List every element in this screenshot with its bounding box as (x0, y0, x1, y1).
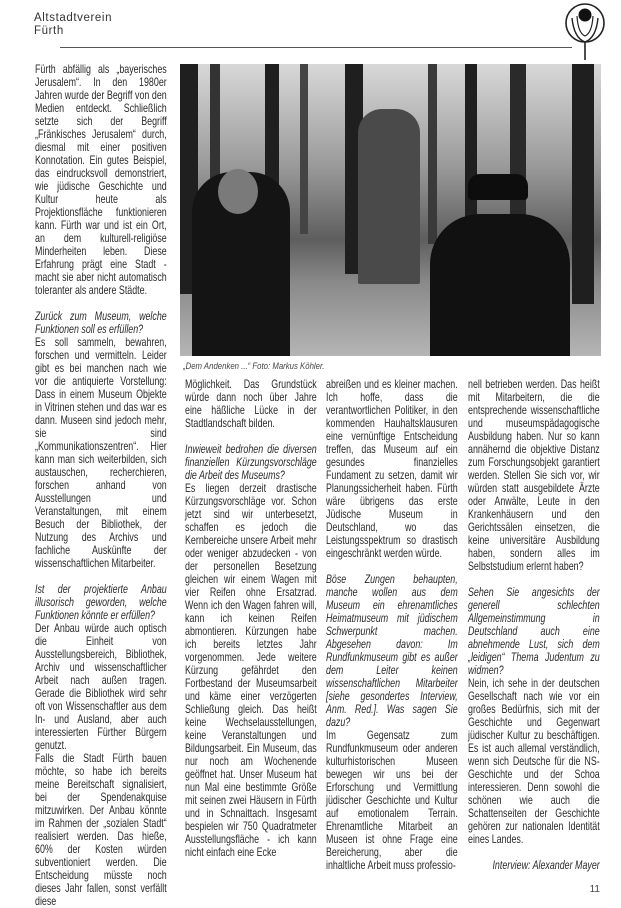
person-left-head (218, 169, 258, 214)
altstadtverein-logo-icon (562, 2, 608, 62)
tree-trunk (428, 64, 437, 244)
interview-question: Ist der projektierte Anbau illusorisch geworden, welche Funktionen könnte er erfüllen? (35, 582, 167, 622)
publisher-line-1: Altstadtverein (34, 12, 113, 24)
interview-question: Zurück zum Museum, welche Funktionen soll es erfüllen? (35, 309, 167, 336)
tree-trunk (300, 64, 308, 234)
answer-paragraph: Möglichkeit. Das Grundstück würde dann noch über Jahre eine häßliche Lücke in der Stadtlandschaft bilden. (185, 377, 317, 430)
tree-trunk (572, 64, 594, 304)
answer-paragraph: Es soll sammeln, bewahren, forschen und vermitteln. Leider gibt es bei manchen nach wie vor die antiquierte Vorstellung: Dass in einem Museum Objekte in Vitrinen stehen und das war es dann. Museen sind jedoch mehr, sie sind „Kommunikationszentren“. Hier kann man sich weiterbilden, sich austauschen, recherchieren, forschen anhand von Ausstellungen und Veranstaltungen, mit einem Besuch der Bibliothek, der Nutzung des Archivs und fachliche Auskünfte der wissenschaftlichen Mitarbeiter. (35, 335, 167, 570)
person-right-hat (468, 174, 528, 200)
answer-paragraph: Es liegen derzeit drastische Kürzungsvorschläge vor. Schon jetzt sind wir unterbesetzt, schaffen es jedoch die Kernbereiche unsere Arbeit mehr oder weniger abzudecken - von der personellen Besetzung gleichen wir einem Wagen mit vier Reifen ohne Ersatzrad. Wenn ich den Wagen fahren will, kann ich keinen Reifen abmontieren. Kürzungen habe ich bereits letztes Jahr vorgenommen. Jede weitere Kürzung gefährdet den Fortbestand der Museumsarbeit und käme einer verzögerten Schließung gleich. Das heißt keine Wechselausstellungen, keine Veranstaltungen und Bildungsarbeit. Ein Museum, das nur noch am Wochenende geöffnet hat. Unser Museum hat nun Mal eine bestimmte Größe mit seinen zwei Häusern in Fürth und in Schnaittach. Insgesamt bespielen wir 750 Quadratmeter Ausstellungsfläche - ich kann nicht einfach eine Ecke (185, 481, 317, 859)
publisher-line-2: Fürth (34, 25, 64, 37)
answer-paragraph: Nein, ich sehe in der deutschen Gesellschaft nach wie vor ein großes Bedürfnis, sich mit der Geschichte und Gegenwart jüdischer Kultur zu beschäftigen. Es ist auch allemal verständlich, wenn sich Deutsche für die NS-Geschichte und der Schoa interessieren. Denn sowohl die schönen wie auch die Schattenseiten der Geschichte gehören zur nationalen Identität eines Landes. (468, 676, 600, 846)
article-column-4 (468, 378, 600, 872)
article-column-2 (185, 378, 317, 859)
article-column-1 (35, 63, 167, 908)
person-right (430, 214, 570, 356)
answer-paragraph: Falls die Stadt Fürth bauen möchte, so habe ich bereits meine Bereitschaft signalisiert, bei der Spendenakquise mitzuwirken. Der Anbau könnte im Rahmen der „sozialen Stadt“ realisiert werden. Das hieße, 60% der Kosten würden subventioniert werden. Die Entscheidung müsste noch dieses Jahr fallen, sonst verfällt diese (35, 751, 167, 908)
answer-paragraph: abreißen und es kleiner machen. Ich hoffe, dass die verantwortlichen Politiker, in den kommenden Hauhaltsklausuren eine vernünftige Entscheidung treffen, das Museum auf ein gesundes finanzielles Fundament zu setzen, damit wir Planungssicherheit haben. Fürth wäre übrigens das erste Jüdische Museum in Deutschland, wo das Leistungsspektrum so drastisch eingeschränkt werden würde. (326, 377, 458, 560)
interview-question: Böse Zungen behaupten, manche wollen aus dem Museum ein ehrenamtliches Heimatmuseum mit jüdischem Schwerpunkt machen. Abgesehen davon: Im Rundfunkmuseum gibt es außer dem Leiter keinen wissenschaftlichen Mitarbeiter [siehe gesondertes Interview, Anm. Red.]. Was sagen Sie dazu? (326, 572, 458, 729)
page-number: 11 (589, 884, 600, 895)
cemetery-photo (180, 64, 601, 356)
answer-paragraph: nell betrieben werden. Das heißt mit Mitarbeitern, die die entsprechende wissenschaftliche und museumspädagogische Ausbildung haben. Nur so kann annähernd die objektive Distanz zum Forschungsobjekt garantiert werden. Stellen Sie sich vor, wir würden statt ausgebildete Ärzte oder Anwälte, Leute in den Krankenhäusern und den Gerichtssälen einsetzen, die keine universitäre Ausbildung haben, sondern alles im Selbststudium erlernt haben? (468, 377, 600, 573)
photo-caption: „Dem Andenken ...“ Foto: Markus Köhler. (183, 361, 325, 372)
answer-paragraph: Fürth abfällig als „bayerisches Jerusalem“. In den 1980er Jahren wurde der Begriff von den Medien entdeckt. Schließlich setzte sich der Begriff „Fränkisches Jerusalem“ durch, diesmal mit einer positiven Konnotation. Ein gutes Beispiel, das eindrucksvoll demonstriert, wie jüdische Geschichte und Kultur heute als Projektionsfläche funktionieren kann. Fürth war und ist ein Ort, an dem kulturell-religiöse Minderheiten leben. Diese Erfahrung prägt eine Stadt - macht sie aber nicht automatisch toleranter als andere Städte. (35, 62, 167, 297)
article-column-3 (326, 378, 458, 872)
interview-credit: Interview: Alexander Mayer (492, 858, 600, 872)
answer-paragraph: Der Anbau würde auch optisch die Einheit von Ausstellungsbereich, Bibliothek, Archiv und wissenschaftlicher Arbeit nach außen tragen. Gerade die Bibliothek wird sehr oft von Wissenschaftler aus dem In- und Ausland, aber auch interessierten Fürther Bürgern genutzt. (35, 621, 167, 752)
answer-paragraph: Im Gegensatz zum Rundfunkmuseum oder anderen kulturhistorischen Museen bewegen wir uns bei der Erforschung und Vermittlung jüdischer Geschichte und Kultur auf emotionalem Terrain. Ehrenamtliche Mitarbeit an Museen ist ohne Frage eine Bereicherung, aber die inhaltliche Arbeit muss professio- (326, 728, 458, 872)
header-rule (60, 47, 572, 48)
publisher-name (34, 12, 112, 38)
interview-question: Sehen Sie angesichts der generell schlechten Allgemeinstimmung in Deutschland auch eine abnehmende Lust, sich dem „leidigen“ Thema Judentum zu widmen? (468, 585, 600, 677)
interview-question: Inwieweit bedrohen die diversen finanziellen Kürzungsvorschläge die Arbeit des Museums? (185, 442, 317, 482)
gravestone (358, 109, 420, 284)
